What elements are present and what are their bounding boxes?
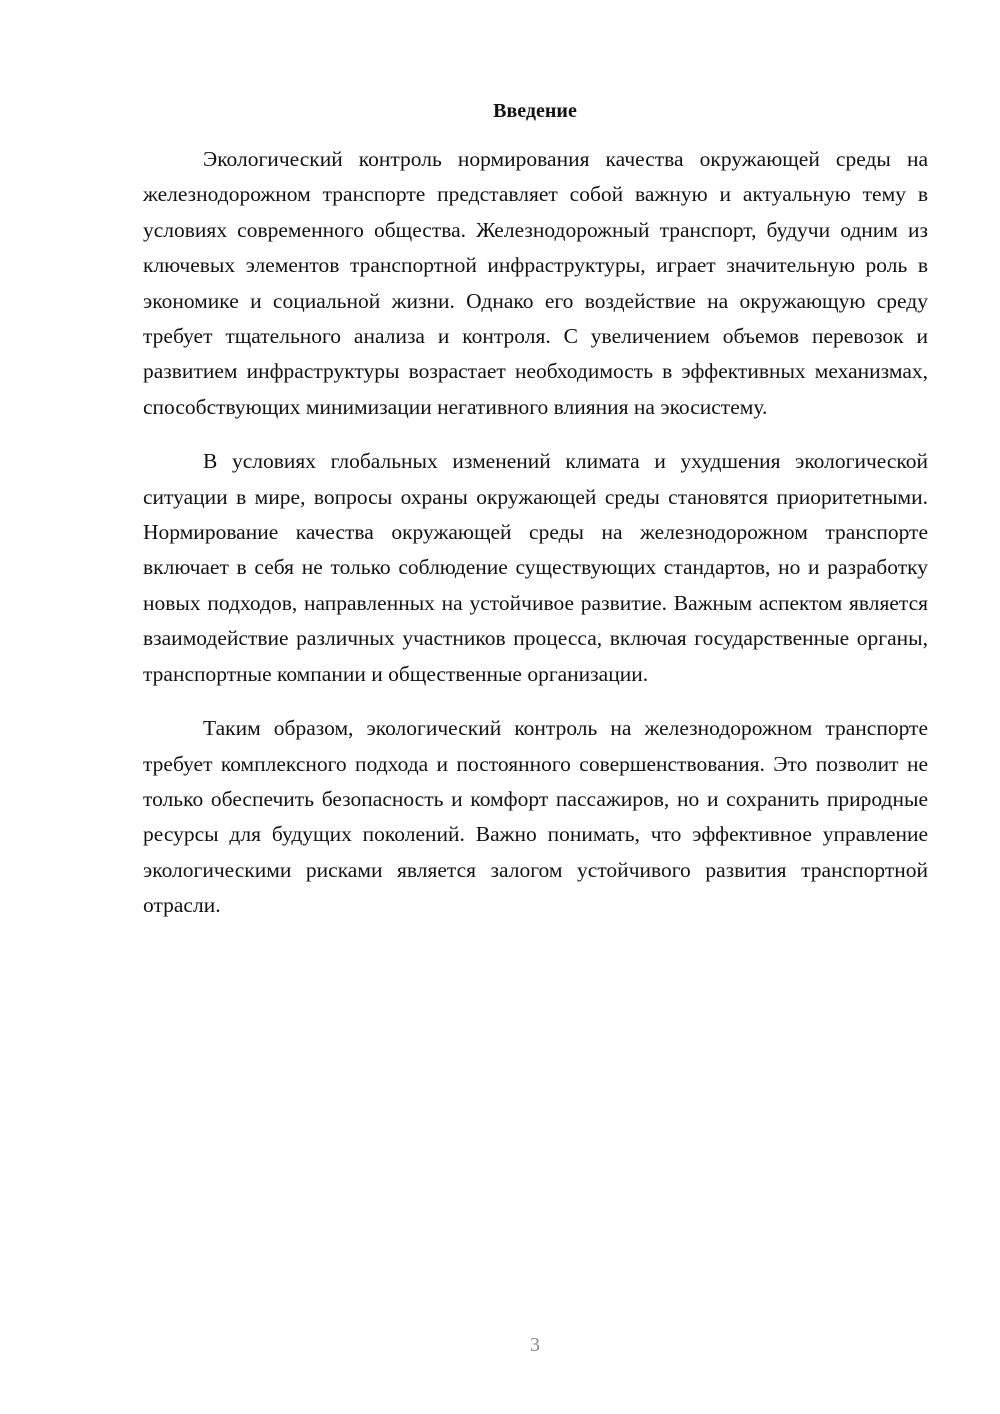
document-body: [143, 142, 928, 924]
page-title: Введение: [493, 100, 577, 122]
page-number: 3: [530, 1334, 540, 1356]
paragraph-2: В условиях глобальных изменений климата и ухудшения экологической ситуации в мире, вопросы охраны окружающей среды становятся приоритетными. Нормирование качества окружающей среды на железнодорожном транспорте включает в себя не только соблюдение существующих стандартов, но и разработку новых подходов, направленных на устойчивое развитие. Важным аспектом является взаимодействие различных участников процесса, включая государственные органы, транспортные компании и общественные организации.: [143, 449, 928, 686]
paragraph-1: Экологический контроль нормирования качества окружающей среды на железнодорожном транспорте представляет собой важную и актуальную тему в условиях современного общества. Железнодорожный транспорт, будучи одним из ключевых элементов транспортной инфраструктуры, играет значительную роль в экономике и социальной жизни. Однако его воздействие на окружающую среду требует тщательного анализа и контроля. С увеличением объемов перевозок и развитием инфраструктуры возрастает необходимость в эффективных механизмах, способствующих минимизации негативного влияния на экосистему.: [143, 147, 928, 419]
paragraph-3: Таким образом, экологический контроль на железнодорожном транспорте требует комплексного подхода и постоянного совершенствования. Это позволит не только обеспечить безопасность и комфорт пассажиров, но и сохранить природные ресурсы для будущих поколений. Важно понимать, что эффективное управление экологическими рисками является залогом устойчивого развития транспортной отрасли.: [143, 716, 928, 918]
